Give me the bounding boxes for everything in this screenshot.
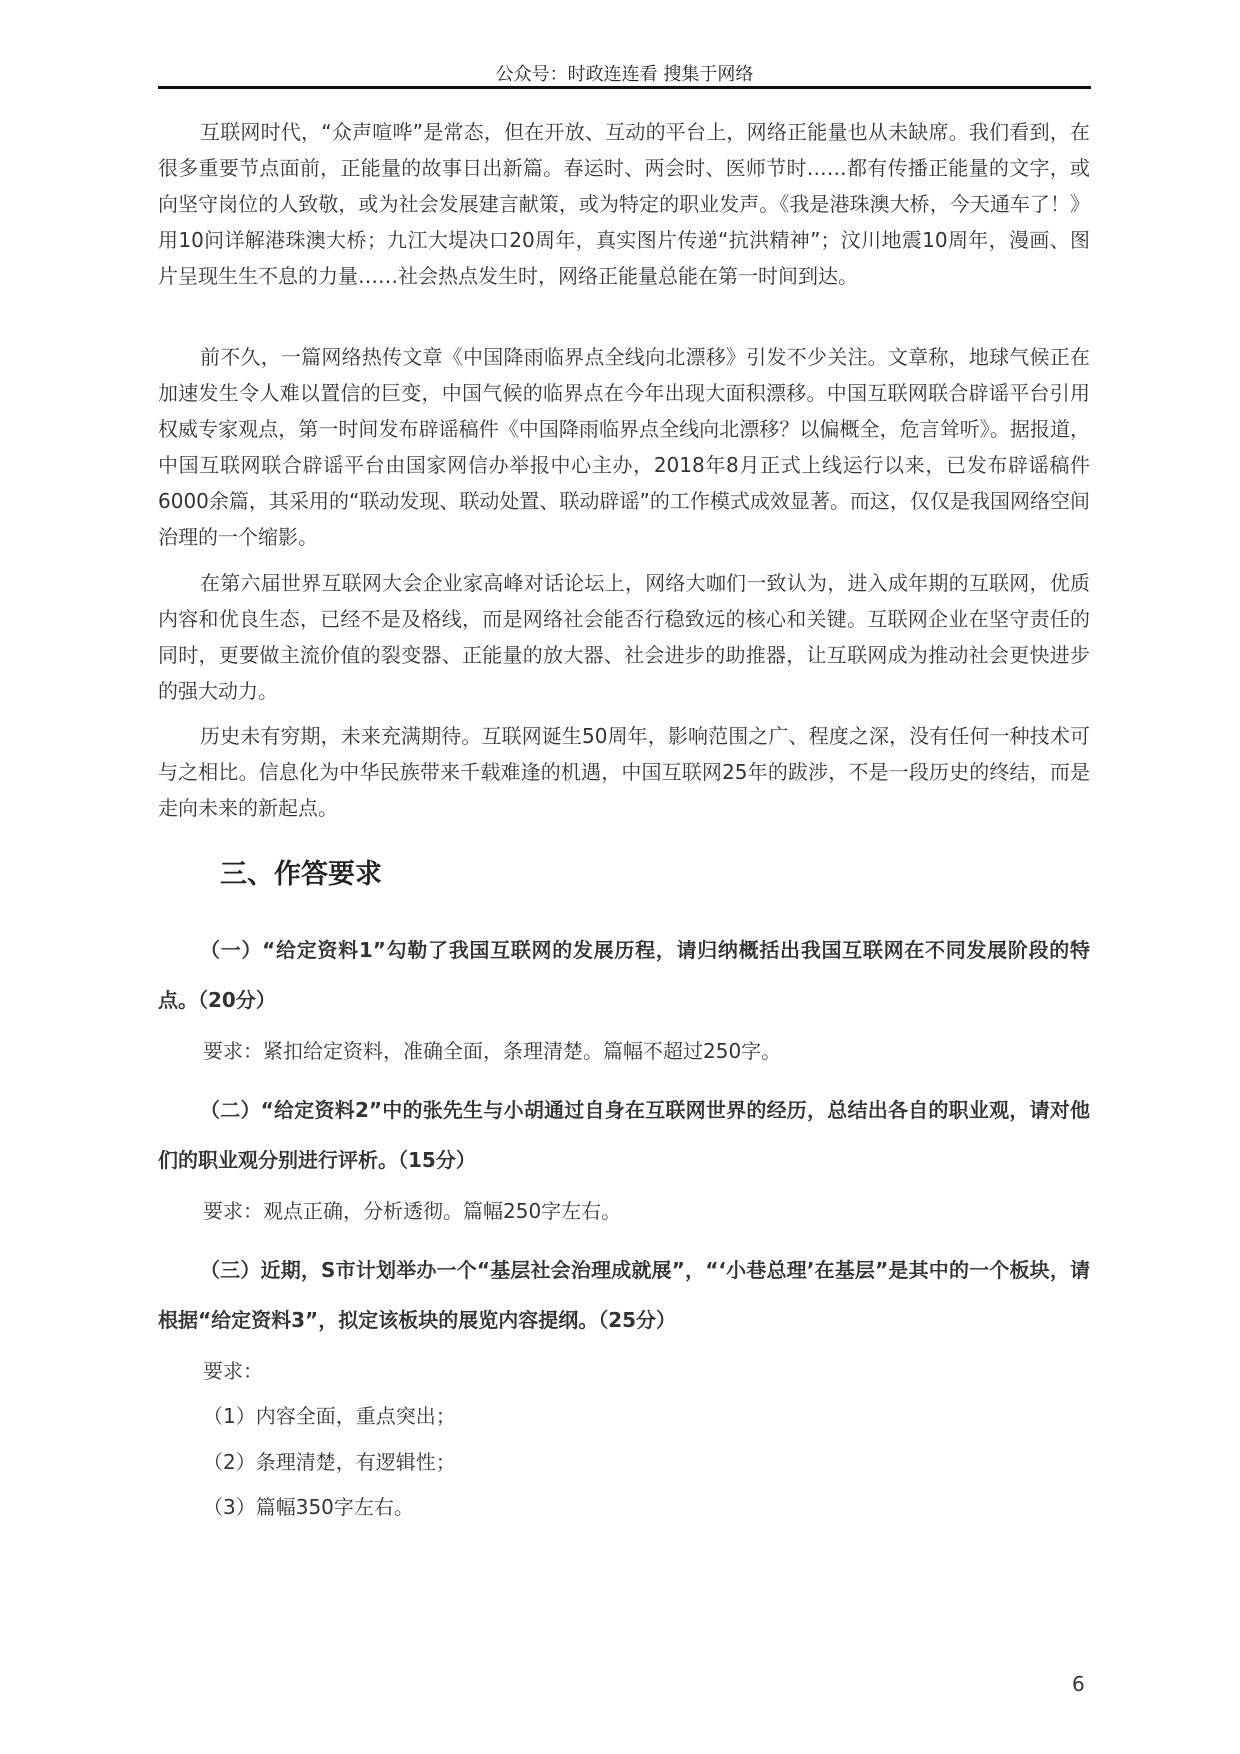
paragraph: 历史未有穷期，未来充满期待。互联网诞生50周年，影响范围之广、程度之深，没有任何一种技术可与之相比。信息化为中华民族带来千载难逢的机遇，中国互联网25年的跋涉，不是一段历史的终结，而是走向未来的新起点。 — [158, 724, 1090, 820]
header-rule — [158, 86, 1091, 89]
paragraph: 前不久，一篇网络热传文章《中国降雨临界点全线向北漂移》引发不少关注。文章称，地球气候正在加速发生令人难以置信的巨变，中国气候的临界点在今年出现大面积漂移。中国互联网联合辟谣平台引用权威专家观点，第一时间发布辟谣稿件《中国降雨临界点全线向北漂移？以偏概全，危言耸听》。据报道，中国互联网联合辟谣平台由国家网信办举报中心主办，2018年8月正式上线运行以来，已发布辟谣稿件6000余篇，其采用的“联动发现、联动处置、联动辟谣”的工作模式成效显著。而这，仅仅是我国网络空间治理的一个缩影。 — [158, 345, 1090, 549]
paragraph: 在第六届世界互联网大会企业家高峰对话论坛上，网络大咖们一致认为，进入成年期的互联网，优质内容和优良生态，已经不是及格线，而是网络社会能否行稳致远的核心和关键。互联网企业在坚守责任的同时，更要做主流价值的裂变器、正能量的放大器、社会进步的助推器，让互联网成为推动社会更快进步的强大动力。 — [158, 571, 1090, 703]
question-2: （二）“给定资料2”中的张先生与小胡通过自身在互联网世界的经历，总结出各自的职业观，请对他们的职业观分别进行评析。（15分） — [158, 1098, 1090, 1172]
page-number: 6 — [1072, 1672, 1085, 1696]
page-header: 公众号：时政连连看 搜集于网络 — [495, 64, 754, 85]
paragraph: 互联网时代，“众声喧哗”是常态，但在开放、互动的平台上，网络正能量也从未缺席。我们看到，在很多重要节点面前，正能量的故事日出新篇。春运时、两会时、医师节时……都有传播正能量的文字，或向坚守岗位的人致敬，或为社会发展建言献策，或为特定的职业发声。《我是港珠澳大桥，今天通车了！》用10问详解港珠澳大桥；九江大堤决口20周年，真实图片传递“抗洪精神”；汶川地震10周年，漫画、图片呈现生生不息的力量……社会热点发生时，网络正能量总能在第一时间到达。 — [158, 120, 1090, 288]
question-1-requirement: 要求：紧扣给定资料，准确全面，条理清楚。篇幅不超过250字。 — [203, 1039, 782, 1063]
requirement-item: （2）条理清楚，有逻辑性； — [203, 1450, 456, 1474]
question-2-requirement: 要求：观点正确，分析透彻。篇幅250字左右。 — [203, 1199, 622, 1223]
requirement-item: （1）内容全面，重点突出； — [203, 1404, 456, 1428]
requirement-item: （3）篇幅350字左右。 — [203, 1495, 414, 1519]
question-3: （三）近期，S市计划举办一个“基层社会治理成就展”，“‘小巷总理’在基层”是其中的一个板块，请根据“给定资料3”，拟定该板块的展览内容提纲。（25分） — [158, 1258, 1090, 1332]
section-heading: 三、作答要求 — [220, 859, 382, 890]
question-1: （一）“给定资料1”勾勒了我国互联网的发展历程，请归纳概括出我国互联网在不同发展阶段的特点。（20分） — [158, 938, 1090, 1012]
question-3-requirement: 要求： — [203, 1359, 263, 1383]
